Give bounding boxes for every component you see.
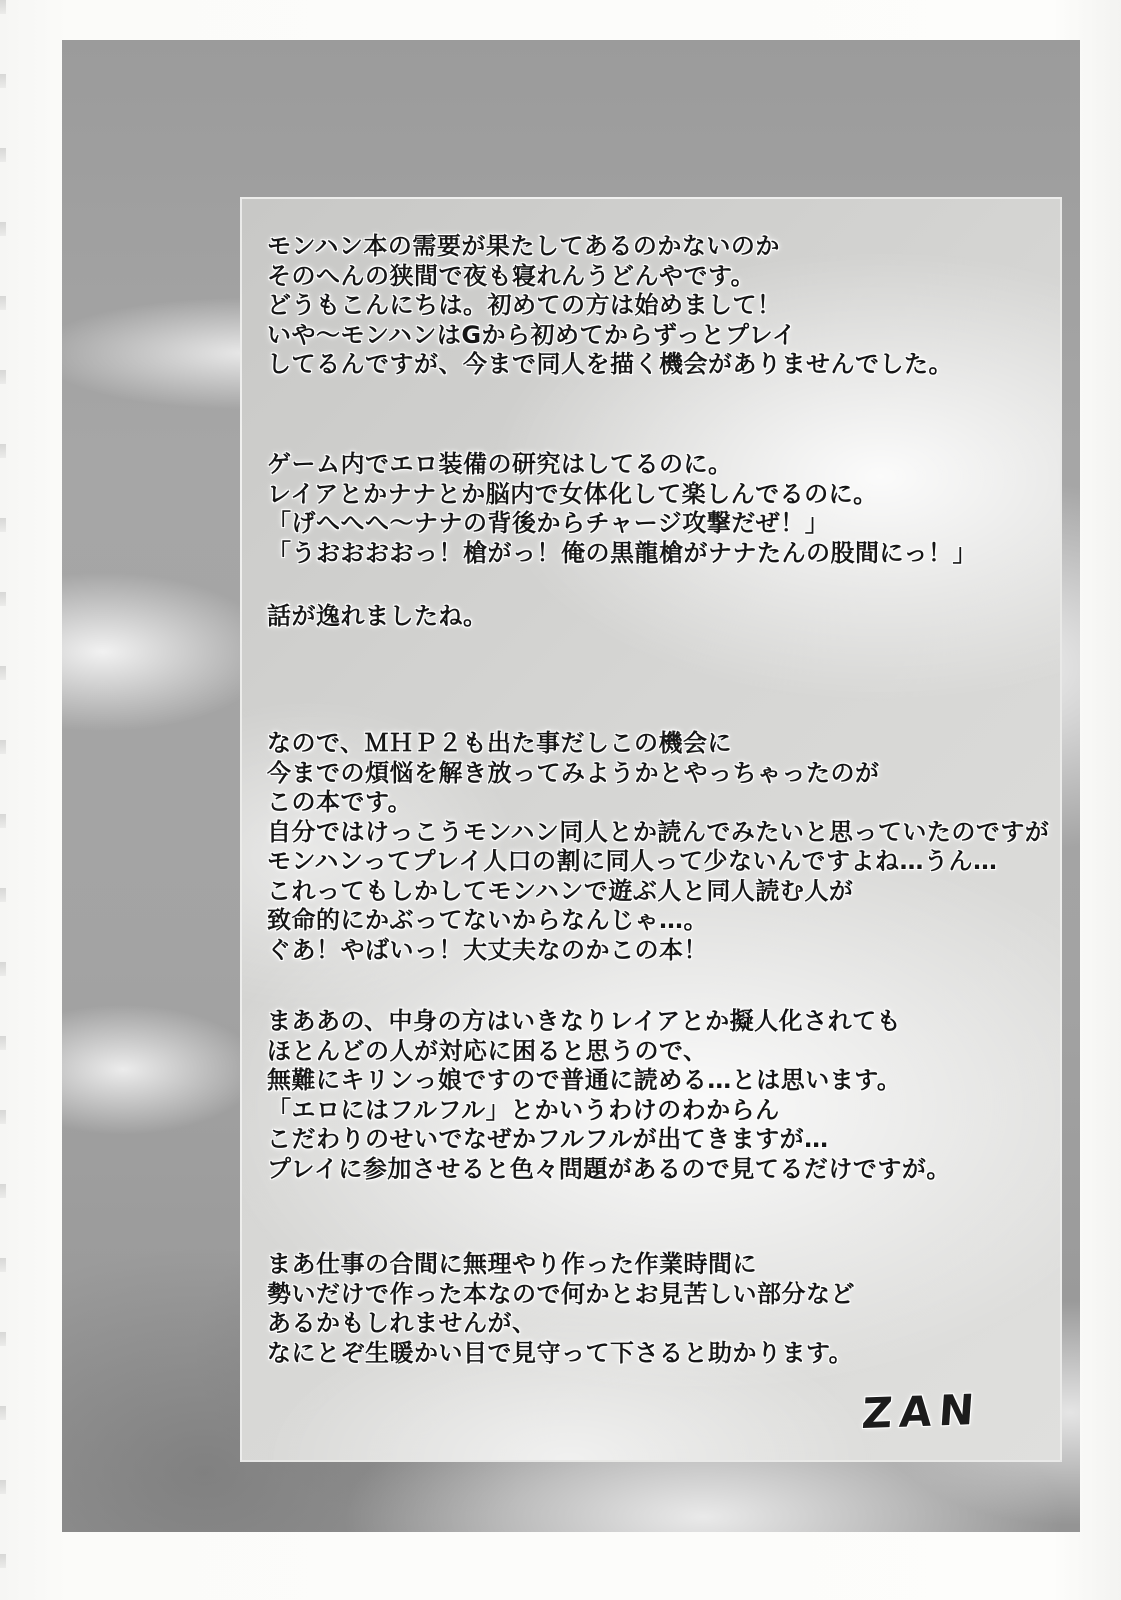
scan-edge-artifacts — [0, 0, 6, 1600]
paragraph-game-talk — [267, 450, 977, 568]
text-line: ほとんどの人が対応に困ると思うので、 — [267, 1036, 708, 1065]
text-line: 無難にキリンっ娘ですので普通に読める…とは思います。 — [267, 1066, 902, 1094]
text-line: まああの、中身の方はいきなりレイアとか擬人化されても — [267, 1007, 902, 1035]
paragraph-content-notes — [267, 1007, 951, 1184]
text-line: プレイに参加させると色々問題があるので見てるだけですが。 — [267, 1154, 951, 1183]
text-line: 「うおおおおっ！槍がっ！俺の黒龍槍がナナたんの股間にっ！」 — [267, 538, 978, 567]
text-line: そのへんの狭間で夜も寝れんうどんやです。 — [267, 261, 756, 290]
text-line: あるかもしれませんが、 — [267, 1309, 537, 1337]
text-line: ゲーム内でエロ装備の研究はしてるのに。 — [267, 450, 733, 478]
text-line: この本です。 — [267, 788, 413, 816]
text-line: まあ仕事の合間に無理やり作った作業時間に — [267, 1250, 757, 1278]
text-line: 今までの煩悩を解き放ってみようかとやっちゃったのが — [267, 758, 880, 787]
text-line: 勢いだけで作った本なので何かとお見苦しい部分など — [267, 1279, 855, 1308]
text-line: レイアとかナナとか脳内で女体化して楽しんでるのに。 — [267, 479, 878, 508]
paragraph-closing — [267, 1250, 855, 1368]
text-line: なにとぞ生暖かい目で見守って下さると助かります。 — [267, 1338, 854, 1367]
text-line: してるんですが、今まで同人を描く機会がありませんでした。 — [267, 350, 953, 378]
text-line: どうもこんにちは。初めての方は始めまして！ — [267, 291, 782, 319]
text-line: 自分ではけっこうモンハン同人とか読んでみたいと思っていたのですが — [267, 817, 1050, 846]
text-panel — [240, 197, 1062, 1462]
text-line: モンハン本の需要が果たしてあるのかないのか — [267, 232, 780, 260]
text-line: なので、ＭＨＰ２も出た事だしこの機会に — [267, 729, 733, 757]
paragraph-intro — [267, 232, 953, 380]
text-line: 致命的にかぶってないからなんじゃ…。 — [267, 906, 708, 934]
text-line: モンハンってプレイ人口の割に同人って少ないんですよね…うん… — [267, 847, 998, 875]
author-signature: ZAN — [860, 1384, 983, 1439]
text-line: 「エロにはフルフル」とかいうわけのわからん — [267, 1095, 780, 1124]
paragraph-motivation — [267, 729, 1049, 965]
text-line: こだわりのせいでなぜかフルフルが出てきますが… — [267, 1125, 829, 1153]
text-line: ぐあ！やばいっ！大丈夫なのかこの本！ — [267, 935, 708, 964]
cloud-background-block — [62, 40, 1080, 1532]
text-line: これってもしかしてモンハンで遊ぶ人と同人読む人が — [267, 876, 854, 905]
text-line: 話が逸れましたね。 — [267, 602, 488, 630]
text-line: 「げへへへ～ナナの背後からチャージ攻撃だぜ！」 — [267, 509, 830, 537]
text-line: いや～モンハンはGから初めてからずっとプレイ — [267, 320, 797, 349]
paragraph-aside — [267, 602, 488, 632]
